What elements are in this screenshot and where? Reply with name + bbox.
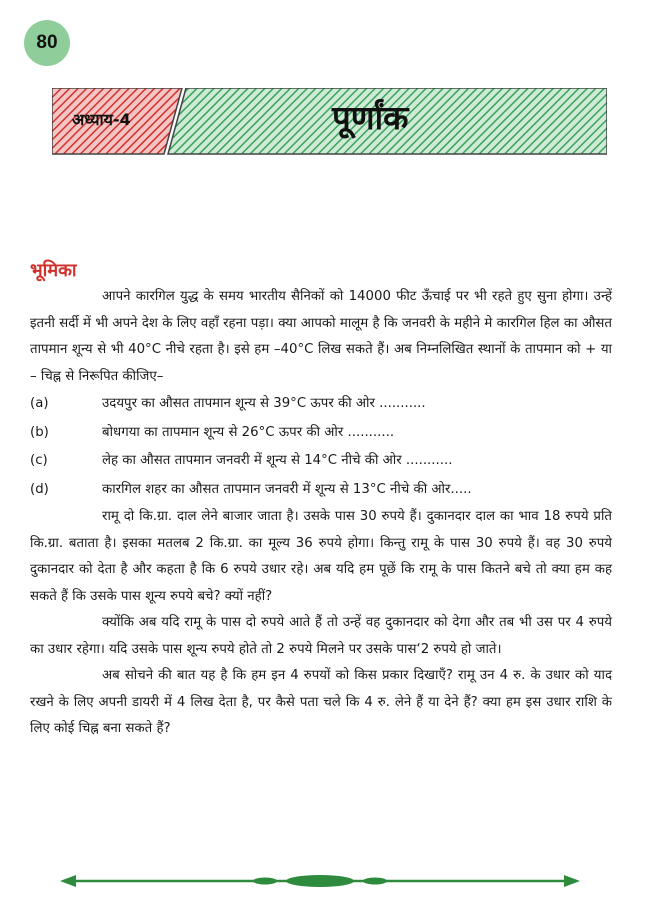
list-item xyxy=(30,447,612,476)
intro-paragraph: आपने कारगिल युद्ध के समय भारतीय सैनिकों को 14000 फीट ऊँचाई पर भी रहते हुए सुना होगा। उन्हें इतनी सर्दी में भी अपने देश के लिए वहाँ रहना पड़ा। क्या आपको मालूम है कि जनवरी के महीने मे कारगिल हिल का औसत तापमान शून्य से भी 40°C नीचे रहता है। इसे हम –40°C लिख सकते हैं। अब निम्नलिखित स्थानों के तापमान को + या – चिह्न से निरूपित कीजिए– xyxy=(30,289,612,384)
list-marker: (a) xyxy=(30,396,49,411)
ornamental-divider xyxy=(60,866,580,896)
list-item xyxy=(30,390,612,419)
list-item xyxy=(30,476,612,505)
chapter-banner xyxy=(52,88,607,158)
chapter-title: पूर्णांक xyxy=(332,98,409,137)
list-text: बोधगया का तापमान शून्य से 26°C ऊपर की ओर ........... xyxy=(102,424,395,440)
list-text: कारगिल शहर का औसत तापमान जनवरी में शून्य से 13°C नीचे की ओर..... xyxy=(102,481,472,497)
list-marker: (c) xyxy=(30,453,48,468)
list-marker: (b) xyxy=(30,424,49,440)
story-paragraph: रामू दो कि.ग्रा. दाल लेने बाजार जाता है। उसके पास 30 रुपये हैं। दुकानदार दाल का भाव 18 रुपये प्रति कि.ग्रा. बताता है। इसका मतलब 2 कि.ग्रा. का मूल्य 36 रुपये होगा। किन्तु रामू के पास 30 रुपये हैं। वह 30 रुपये दुकानदार को देता है और कहता है कि 6 रुपये उधार रहे। अब यदि हम पूछें कि रामू के पास कितने बचे तो क्या हम कह सकते हैं कि उसके पास शून्य रुपये बचे? क्यों नहीं? xyxy=(30,509,612,604)
list-text: उदयपुर का औसत तापमान शून्य से 39°C ऊपर की ओर ........... xyxy=(102,396,426,411)
page-number: 80 xyxy=(24,20,70,66)
list-marker: (d) xyxy=(30,481,49,497)
temperature-list xyxy=(30,390,612,504)
explanation-paragraph: क्योंकि अब यदि रामू के पास दो रुपये आते हैं तो उन्हें वह दुकानदार को देगा और तब भी उस पर 4 रुपये का उधार रहेगा। यदि उसके पास शून्य रुपये होते तो 2 रुपये मिलने पर उसके पास‘2 रुपये हो जाते। xyxy=(30,615,612,657)
banner-graphic xyxy=(52,88,607,158)
section-heading: भूमिका xyxy=(30,260,77,281)
question-paragraph: अब सोचने की बात यह है कि हम इन 4 रुपयों को किस प्रकार दिखाएँ? रामू उन 4 रु. के उधार को याद रखने के लिए अपनी डायरी में 4 लिख देता है, पर कैसे पता चले कि 4 रु. लेने हैं या देने हैं? क्या हम इस उधार राशि के लिए कोई चिह्न बना सकते हैं? xyxy=(30,668,612,736)
list-item xyxy=(30,419,612,448)
list-text: लेह का औसत तापमान जनवरी में शून्य से 14°C नीचे की ओर ........... xyxy=(102,453,453,468)
body-text xyxy=(30,284,612,743)
footer-divider xyxy=(60,866,580,896)
chapter-label: अध्याय-4 xyxy=(72,110,131,129)
